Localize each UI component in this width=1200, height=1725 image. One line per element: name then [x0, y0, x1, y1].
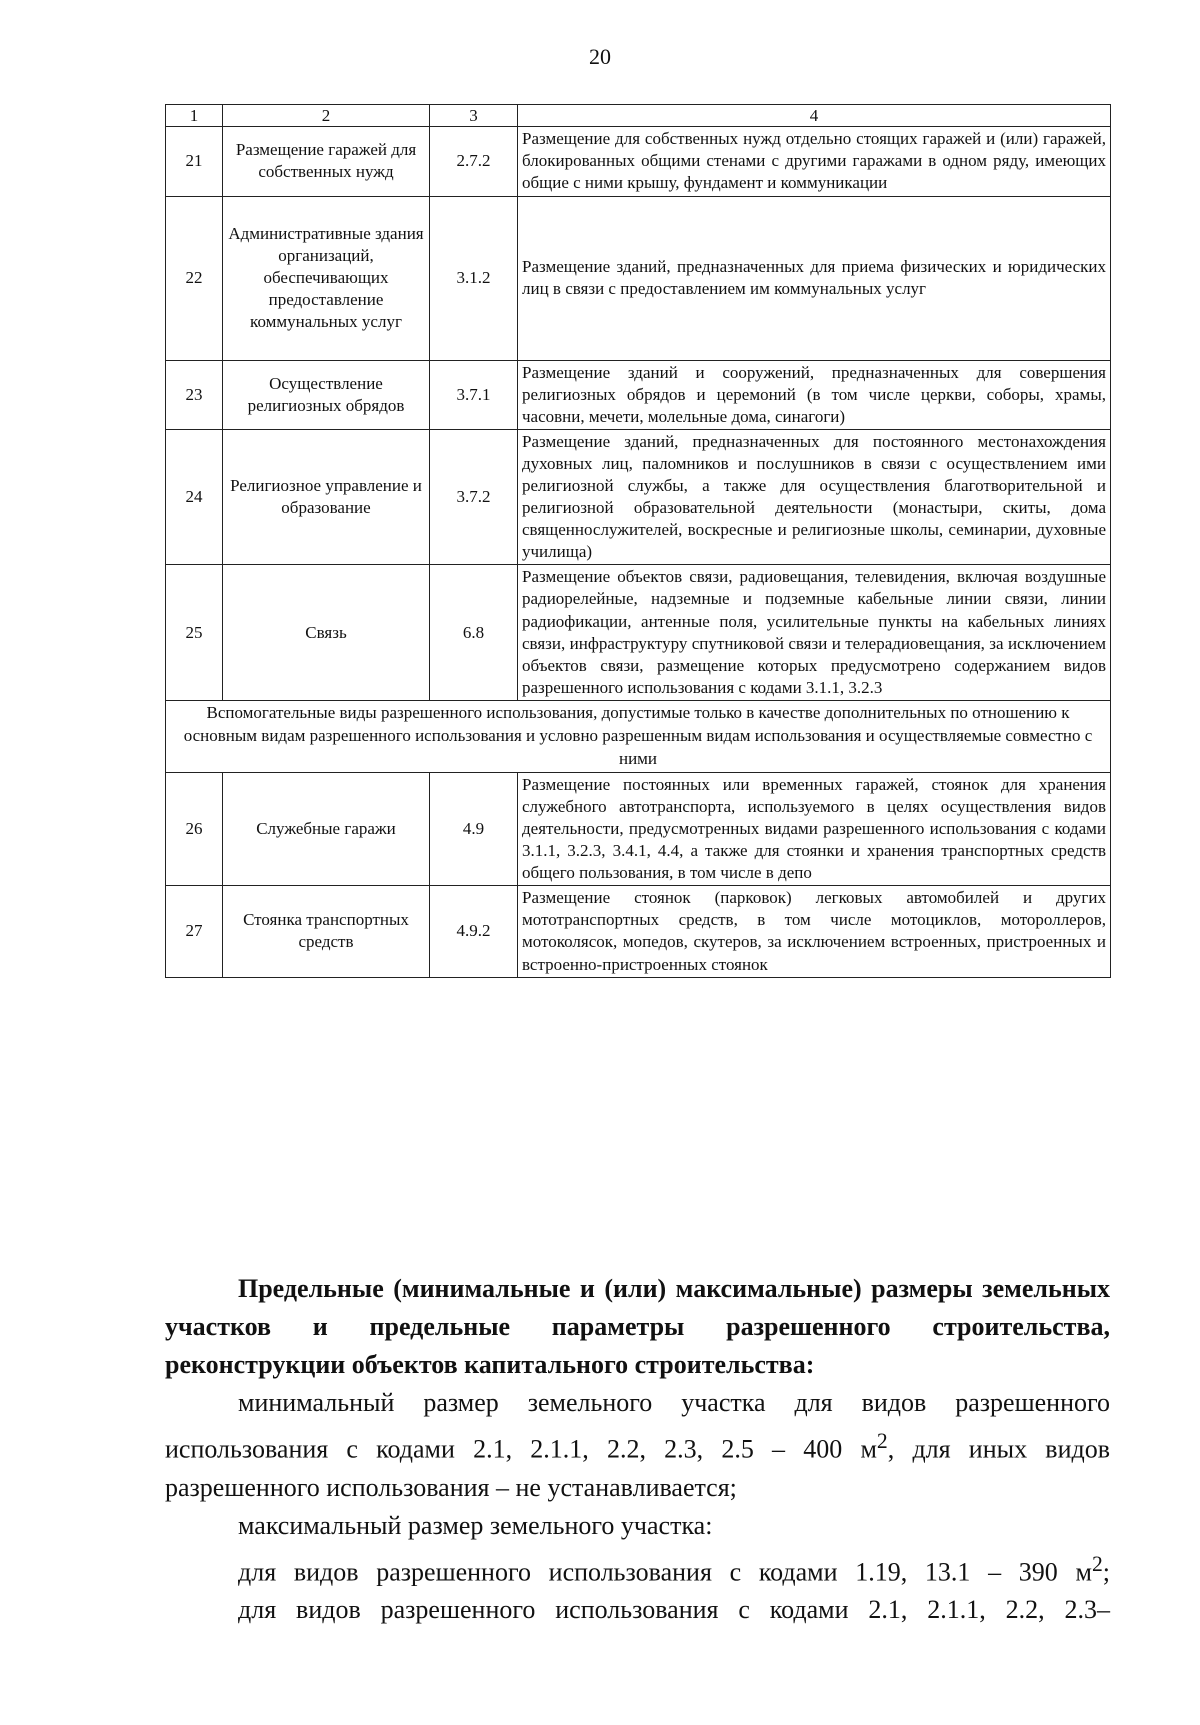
table-row	[166, 886, 1111, 977]
body-text	[165, 1270, 1110, 1629]
paragraph-min-size	[165, 1384, 1110, 1507]
land-use-table	[165, 104, 1111, 978]
table-row	[166, 565, 1111, 701]
use-description: Размещение постоянных или временных гаражей, стоянок для хранения служебного автотранспорта, используемого в целях осуществления видов деятельности, предусмотренных видами разрешенного использования с кодами 3.1.1, 3.2.3, 3.4.1, 4.4, а также для стоянки и хранения транспортных средств общего пользования, в том числе в депо	[518, 772, 1111, 885]
use-name: Связь	[223, 565, 430, 701]
table-row	[166, 772, 1111, 885]
table-header-row	[166, 105, 1111, 127]
auxiliary-uses-heading: Вспомогательные виды разрешенного использования, допустимые только в качестве дополнительных по отношению к основным видам разрешенного использования и условно разрешенным видам использования и осуществляемые совместно с ними	[166, 700, 1111, 772]
row-number: 27	[166, 886, 223, 977]
use-name: Осуществление религиозных обрядов	[223, 360, 430, 429]
use-code: 6.8	[430, 565, 518, 701]
paragraph-text: ;	[1102, 1557, 1110, 1587]
use-name: Размещение гаражей для собственных нужд	[223, 127, 430, 196]
paragraph-codes-2: для видов разрешенного использования с кодами 2.1, 2.1.1, 2.2, 2.3–	[238, 1595, 1110, 1625]
use-name: Религиозное управление и образование	[223, 429, 430, 565]
superscript: 2	[876, 1429, 888, 1453]
paragraph-text: , для иных видов разрешенного использования – не устанавливается;	[165, 1434, 1110, 1502]
use-code: 4.9	[430, 772, 518, 885]
superscript: 2	[1091, 1551, 1103, 1576]
section-header-row	[166, 700, 1111, 772]
header-col-2: 2	[223, 105, 430, 127]
use-description: Размещение зданий, предназначенных для приема физических и юридических лиц в связи с предоставлением им коммунальных услуг	[518, 196, 1111, 360]
use-description: Размещение зданий и сооружений, предназначенных для совершения религиозных обрядов и церемоний (в том числе церкви, соборы, храмы, часовни, мечети, молельные дома, синагоги)	[518, 360, 1111, 429]
row-number: 24	[166, 429, 223, 565]
header-col-3: 3	[430, 105, 518, 127]
row-number: 25	[166, 565, 223, 701]
use-name: Стоянка транспортных средств	[223, 886, 430, 977]
use-name: Административные здания организаций, обеспечивающих предоставление коммунальных услуг	[223, 196, 430, 360]
section-heading: Предельные (минимальные и (или) максимальные) размеры земельных участков и предельные параметры разрешенного строительства, реконструкции объектов капитального строительства:	[165, 1274, 1110, 1379]
table-row	[166, 360, 1111, 429]
use-description: Размещение объектов связи, радиовещания, телевидения, включая воздушные радиорелейные, надземные и подземные кабельные линии связи, линии радиофикации, антенные поля, усилительные пункты на кабельных линиях связи, инфраструктуру спутниковой связи и телерадиовещания, за исключением объектов связи, размещение которых предусмотрено содержанием видов разрешенного использования с кодами 3.1.1, 3.2.3	[518, 565, 1111, 701]
use-code: 2.7.2	[430, 127, 518, 196]
header-col-4: 4	[518, 105, 1111, 127]
use-code: 3.7.1	[430, 360, 518, 429]
paragraph-codes-1	[165, 1545, 1110, 1592]
row-number: 26	[166, 772, 223, 885]
row-number: 23	[166, 360, 223, 429]
paragraph-max-size: максимальный размер земельного участка:	[238, 1510, 713, 1540]
row-number: 22	[166, 196, 223, 360]
table-row	[166, 196, 1111, 360]
use-description: Размещение для собственных нужд отдельно стоящих гаражей и (или) гаражей, блокированных общими стенами с другими гаражами в одном ряду, имеющих общие с ними крышу, фундамент и коммуникации	[518, 127, 1111, 196]
paragraph-text: минимальный размер земельного участка для видов разрешенного использования с кодами 2.1, 2.1.1, 2.2, 2.3, 2.5 – 400 м	[165, 1388, 1110, 1464]
row-number: 21	[166, 127, 223, 196]
use-name: Служебные гаражи	[223, 772, 430, 885]
table-row	[166, 429, 1111, 565]
header-col-1: 1	[166, 105, 223, 127]
use-code: 4.9.2	[430, 886, 518, 977]
paragraph-text: для видов разрешенного использования с кодами 1.19, 13.1 – 390 м	[238, 1557, 1092, 1587]
page-number: 20	[589, 44, 611, 69]
use-code: 3.1.2	[430, 196, 518, 360]
use-description: Размещение зданий, предназначенных для постоянного местонахождения духовных лиц, паломников и послушников в связи с осуществлением ими религиозной службы, а также для осуществления благотворительной и религиозной образовательной деятельности (монастыри, скиты, дома священнослужителей, воскресные и религиозные школы, семинарии, духовные училища)	[518, 429, 1111, 565]
table-row	[166, 127, 1111, 196]
use-description: Размещение стоянок (парковок) легковых автомобилей и других мототранспортных средств, в том числе мотоциклов, мотороллеров, мотоколясок, мопедов, скутеров, за исключением встроенных, пристроенных и встроенно-пристроенных стоянок	[518, 886, 1111, 977]
use-code: 3.7.2	[430, 429, 518, 565]
